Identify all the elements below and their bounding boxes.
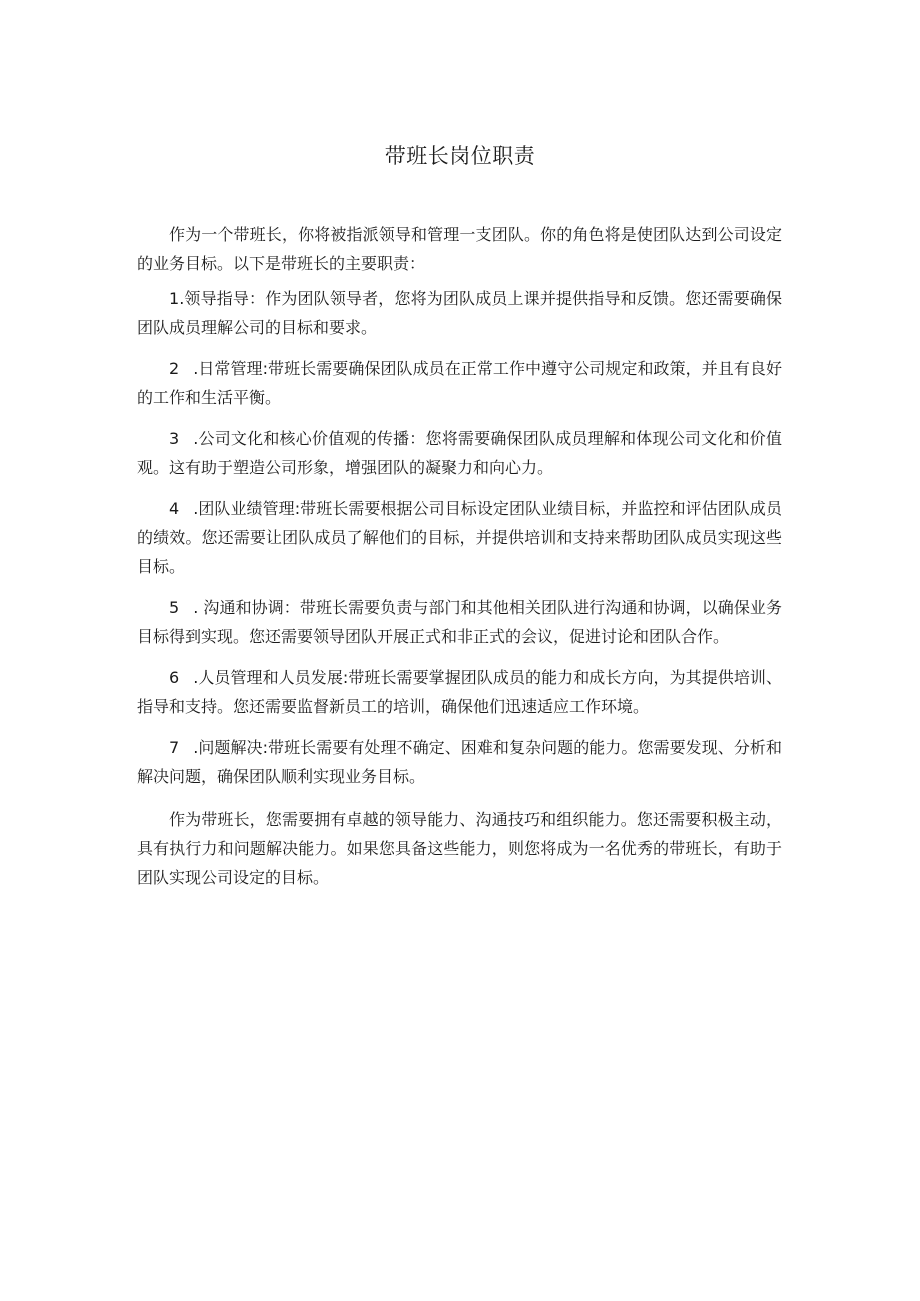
document-title: 带班长岗位职责: [384, 144, 536, 168]
list-item: [137, 284, 782, 342]
item-text: . 沟通和协调：带班长需要负责与部门和其他相关团队进行沟通和协调，以确保业务目标得到实现。您还需要领导团队开展正式和非正式的会议，促进讨论和团队合作。: [137, 598, 782, 646]
item-text: .领导指导：作为团队领导者，您将为团队成员上课并提供指导和反馈。您还需要确保团队成员理解公司的目标和要求。: [137, 289, 782, 337]
item-text: .日常管理:带班长需要确保团队成员在正常工作中遵守公司规定和政策，并且有良好的工作和生活平衡。: [137, 359, 782, 407]
list-item: [137, 354, 782, 412]
document-body: [137, 220, 782, 904]
item-number: 2: [169, 359, 180, 378]
list-item: [137, 733, 782, 791]
item-number: 7: [169, 738, 180, 757]
item-text: .人员管理和人员发展:带班长需要掌握团队成员的能力和成长方向，为其提供培训、指导和支持。您还需要监督新员工的培训，确保他们迅速适应工作环境。: [137, 668, 782, 716]
list-item: [137, 494, 782, 581]
item-number: 6: [169, 668, 180, 687]
list-item: [137, 424, 782, 482]
intro-paragraph: 作为一个带班长，你将被指派领导和管理一支团队。你的角色将是使团队达到公司设定的业务目标。以下是带班长的主要职责：: [137, 225, 782, 273]
item-number: 4: [169, 499, 180, 518]
item-text: .公司文化和核心价值观的传播：您将需要确保团队成员理解和体现公司文化和价值观。这有助于塑造公司形象，增强团队的凝聚力和向心力。: [137, 429, 782, 477]
list-item: [137, 663, 782, 721]
list-item: [137, 593, 782, 651]
closing-paragraph: 作为带班长，您需要拥有卓越的领导能力、沟通技巧和组织能力。您还需要积极主动，具有执行力和问题解决能力。如果您具备这些能力，则您将成为一名优秀的带班长，有助于团队实现公司设定的目标。: [137, 810, 782, 887]
item-text: .团队业绩管理:带班长需要根据公司目标设定团队业绩目标，并监控和评估团队成员的绩效。您还需要让团队成员了解他们的目标，并提供培训和支持来帮助团队成员实现这些目标。: [137, 499, 782, 576]
item-number: 1: [169, 289, 180, 308]
item-text: .问题解决:带班长需要有处理不确定、困难和复杂问题的能力。您需要发现、分析和解决问题，确保团队顺利实现业务目标。: [137, 738, 782, 786]
item-number: 5: [169, 598, 180, 617]
item-number: 3: [169, 429, 180, 448]
